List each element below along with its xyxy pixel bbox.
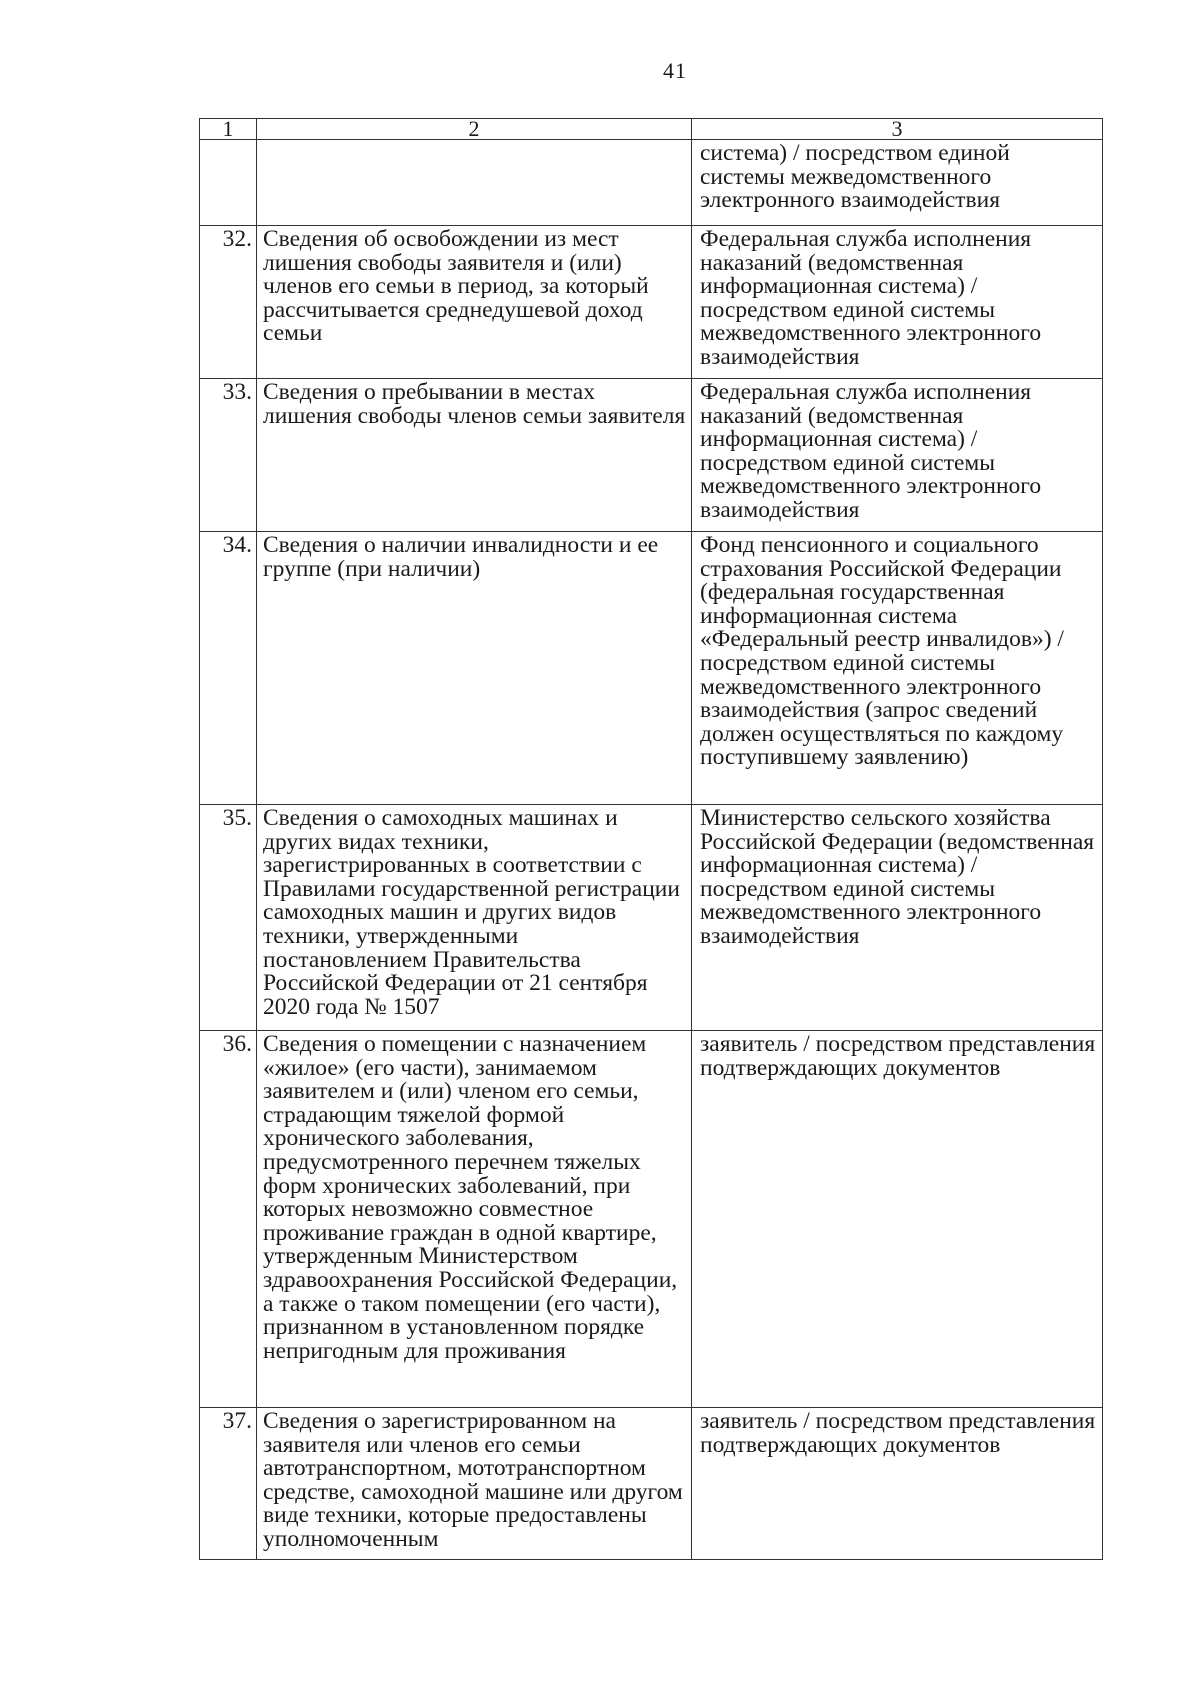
row-source: Фонд пенсионного и социального страхования Российской Федерации (федеральная государственная информационная система «Федеральный реестр инвалидов») / посредством единой системы межведомственного электронного взаимодействия (запрос сведений должен осуществляться по каждому поступившему заявлению) <box>692 532 1103 805</box>
column-header-1: 1 <box>200 119 257 140</box>
page-number: 41 <box>663 58 687 83</box>
row-source: Федеральная служба исполнения наказаний (ведомственная информационная система) / посредством единой системы межведомственного электронного взаимодействия <box>692 226 1103 379</box>
row-description: Сведения о наличии инвалидности и ее группе (при наличии) <box>257 532 692 805</box>
row-description: Сведения о пребывании в местах лишения свободы членов семьи заявителя <box>257 379 692 532</box>
row-description: Сведения о помещении с назначением «жилое» (его части), занимаемом заявителем и (или) членом его семьи, страдающим тяжелой формой хронического заболевания, предусмотренного перечнем тяжелых форм хронических заболеваний, при которых невозможно совместное проживание граждан в одной квартире, утвержденным Министерством здравоохранения Российской Федерации, а также о таком помещении (его части), признанном в установленном порядке непригодным для проживания <box>257 1031 692 1408</box>
row-number: 32. <box>200 226 257 379</box>
row-number: 35. <box>200 805 257 1031</box>
table-row <box>200 1031 1103 1408</box>
row-description <box>257 140 692 226</box>
column-header-3: 3 <box>692 119 1103 140</box>
row-source: Федеральная служба исполнения наказаний (ведомственная информационная система) / посредством единой системы межведомственного электронного взаимодействия <box>692 379 1103 532</box>
column-header-2: 2 <box>257 119 692 140</box>
row-source: заявитель / посредством представления подтверждающих документов <box>692 1031 1103 1408</box>
row-description: Сведения об освобождении из мест лишения свободы заявителя и (или) членов его семьи в период, за который рассчитывается среднедушевой доход семьи <box>257 226 692 379</box>
table-row <box>200 226 1103 379</box>
table-header-row <box>200 119 1103 140</box>
row-number: 37. <box>200 1408 257 1560</box>
table-row <box>200 1408 1103 1560</box>
table-row <box>200 805 1103 1031</box>
row-source: заявитель / посредством представления подтверждающих документов <box>692 1408 1103 1560</box>
row-number: 33. <box>200 379 257 532</box>
data-sources-table <box>199 118 1103 1560</box>
table-row <box>200 140 1103 226</box>
row-number: 34. <box>200 532 257 805</box>
table-row <box>200 379 1103 532</box>
table-row <box>200 532 1103 805</box>
row-number: 36. <box>200 1031 257 1408</box>
row-description: Сведения о самоходных машинах и других видах техники, зарегистрированных в соответствии с Правилами государственной регистрации самоходных машин и других видов техники, утвержденными постановлением Правительства Российской Федерации от 21 сентября 2020 года № 1507 <box>257 805 692 1031</box>
row-source: Министерство сельского хозяйства Российской Федерации (ведомственная информационная система) / посредством единой системы межведомственного электронного взаимодействия <box>692 805 1103 1031</box>
row-number <box>200 140 257 226</box>
row-source: система) / посредством единой системы межведомственного электронного взаимодействия <box>692 140 1103 226</box>
row-description: Сведения о зарегистрированном на заявителя или членов его семьи автотранспортном, мототранспортном средстве, самоходной машине или другом виде техники, которые предоставлены уполномоченным <box>257 1408 692 1560</box>
